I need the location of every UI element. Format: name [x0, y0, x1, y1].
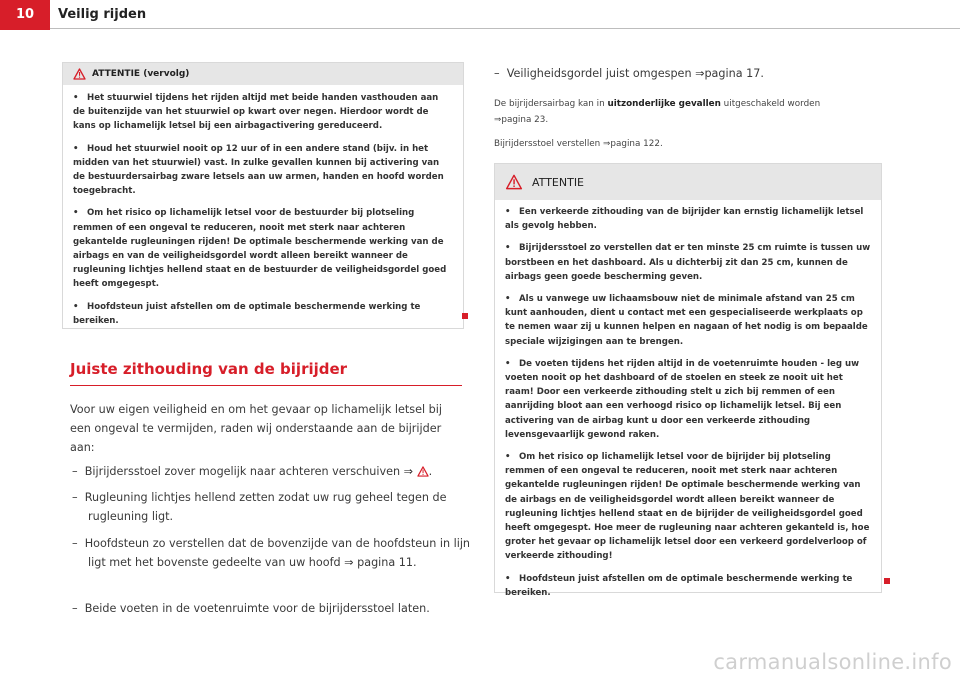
- left-warning-box: [62, 62, 464, 329]
- right-warning-title: ATTENTIE: [532, 175, 585, 189]
- warning-triangle-icon: [505, 174, 523, 190]
- list-item: – Rugleuning lichtjes hellend zetten zodat uw rug geheel tegen de rugleuning ligt.: [72, 491, 447, 523]
- list-item: – Hoofdsteun zo verstellen dat de bovenzijde van de hoofdsteun in lijn ligt met het bovenste gedeelte van uw hoofd ⇒ pagina 11.: [72, 537, 471, 569]
- header-divider: [50, 28, 960, 29]
- list-item: • De voeten tijdens het rijden altijd in de voetenruimte houden - leg uw voeten nooit op het dashboard of de stoelen en steek ze nooit uit het raam! Door een verkeerde zithouding stelt u zich bij remmen of een aanrijding bloot aan een verhoogd risico op lichamelijk letsel. Bij een activering van de airbag kunt u door een verkeerde zithouding levensgevaarlijk gewond raken.: [505, 358, 860, 440]
- left-warning-header: [63, 63, 463, 85]
- page-header-title: Veilig rijden: [58, 7, 147, 22]
- list-item: • Houd het stuurwiel nooit op 12 uur of in een andere stand (bijv. in het midden van het stuurwiel) vast. In zulke gevallen kunnen bij activering van de bestuurdersairbag zware letsels aan uw armen, handen en hoofd worden toegebracht.: [73, 143, 444, 197]
- section-heading-rule: [70, 385, 462, 386]
- right-warning-body: [495, 200, 881, 612]
- warning-triangle-icon: [417, 466, 429, 477]
- right-warning-header: [495, 164, 881, 200]
- section-end-marker: [462, 313, 468, 319]
- left-warning-title: ATTENTIE (vervolg): [92, 69, 190, 79]
- list-item: – Beide voeten in de voetenruimte voor de bijrijdersstoel laten.: [72, 602, 430, 615]
- belt-item: – Veiligheidsgordel juist omgespen ⇒pagina 17.: [494, 67, 764, 80]
- list-item: • Bijrijdersstoel zo verstellen dat er ten minste 25 cm ruimte is tussen uw borstbeen en het dashboard. Als u dichterbij zit dan 25 cm, kunnen de airbags geen goede bescherming geven.: [505, 243, 871, 282]
- list-item: – Bijrijdersstoel zover mogelijk naar achteren verschuiven ⇒ .: [72, 465, 433, 478]
- list-item: • Om het risico op lichamelijk letsel voor de bijrijder bij plotseling remmen of een ongeval te reduceren, nooit met sterk naar achteren gekantelde rugleuningen rijden! De optimale beschermende werking van de airbags en de veiligheidsgordel wordt alleen bereikt wanneer de rugleuning lichtjes hellend staat en de bijrijder de veiligheidsgordel goed heeft omgegespt. Hoe meer de rugleuning naar achteren gekanteld is, hoe groter het gevaar op lichamelijk letsel door een verkeerd gordelverloop of verkeerde zithouding!: [505, 452, 870, 562]
- watermark: carmanualsonline.info: [713, 650, 952, 674]
- seat-adjust-note: Bijrijdersstoel verstellen ⇒pagina 122.: [494, 139, 663, 149]
- list-item: • Als u vanwege uw lichaamsbouw niet de minimale afstand van 25 cm kunt aanhouden, dient u contact met een gespecialiseerde werkplaats op te nemen waar zij u kunnen helpen en nagaan of het nodig is om bepaalde speciale wijzigingen aan te brengen.: [505, 294, 868, 347]
- section-end-marker: [884, 578, 890, 584]
- airbag-note: De bijrijdersairbag kan in uitzonderlijke gevallen uitgeschakeld worden ⇒pagina 23.: [494, 99, 821, 125]
- page-number: 10: [0, 0, 50, 30]
- list-item: • Hoofdsteun juist afstellen om de optimale beschermende werking te bereiken.: [505, 573, 853, 598]
- list-item: • Een verkeerde zithouding van de bijrijder kan ernstig lichamelijk letsel als gevolg hebben.: [505, 207, 864, 232]
- list-item: • Het stuurwiel tijdens het rijden altijd met beide handen vasthouden aan de buitenzijde van het stuurwiel op kwart over negen. Hierdoor wordt de kans op lichamelijk letsel bij een airbagactivering gereduceerd.: [73, 93, 439, 132]
- warning-triangle-icon: [73, 68, 86, 80]
- list-item: • Om het risico op lichamelijk letsel voor de bestuurder bij plotseling remmen of een ongeval te reduceren, nooit met sterk naar achteren gekantelde rugleuningen rijden! De optimale beschermende werking van de airbags en van de veiligheidsgordel wordt alleen bereikt wanneer de rugleuning lichtjes hellend staat en de bestuurder de veiligheidsgordel goed heeft omgegespt.: [73, 208, 447, 290]
- list-item: • Hoofdsteun juist afstellen om de optimale beschermende werking te bereiken.: [73, 301, 421, 326]
- section-intro: Voor uw eigen veiligheid en om het gevaar op lichamelijk letsel bij een ongeval te vermijden, raden wij onderstaande aan de bijrijder aan:: [70, 403, 442, 454]
- section-heading: Juiste zithouding van de bijrijder: [70, 360, 348, 378]
- left-warning-body: [63, 85, 463, 340]
- right-warning-box: [494, 163, 882, 598]
